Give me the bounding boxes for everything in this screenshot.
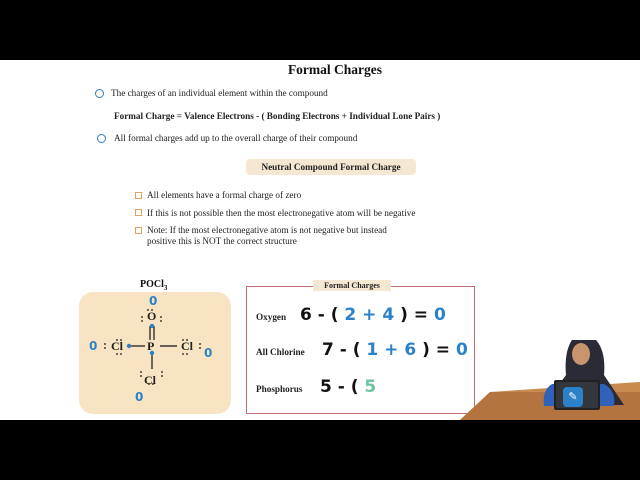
charge-chlorine-right: 0 — [204, 346, 213, 360]
sub-bullet-text: Note: If the most electronegative atom is not negative but instead — [147, 225, 387, 235]
bullet-circle-icon — [97, 134, 106, 143]
neutral-compound-header: Neutral Compound Formal Charge — [246, 159, 416, 175]
clutch-prep-logo: ✎ — [563, 387, 583, 407]
square-bullet-icon — [135, 192, 142, 199]
bullet-text: All formal charges add up to the overall charge of their compound — [114, 133, 358, 143]
slide — [0, 60, 640, 420]
charge-chlorine-left: 0 — [89, 339, 98, 353]
row-label: Oxygen — [256, 312, 287, 322]
formula-text: Formal Charge = Valence Electrons - ( Bonding Electrons + Individual Lone Pairs ) — [114, 111, 441, 121]
charge-chlorine-bottom: 0 — [135, 390, 144, 404]
atom-chlorine-left: Cl — [111, 339, 123, 353]
presenter-video — [460, 330, 640, 420]
row-label: Phosphorus — [256, 384, 303, 394]
bullet-circle-icon — [95, 89, 104, 98]
atom-chlorine-bottom: Cl — [144, 373, 156, 387]
bullet-text: The charges of an individual element within the compound — [111, 88, 328, 98]
handwritten-equation: 6 - ( 2 + 4 ) = 0 — [300, 305, 446, 325]
charge-oxygen: 0 — [149, 294, 158, 308]
square-bullet-icon — [135, 209, 142, 216]
square-bullet-icon — [135, 227, 142, 234]
sub-bullet-text: All elements have a formal charge of zero — [147, 190, 302, 200]
handwritten-equation: 7 - ( 1 + 6 ) = 0 — [322, 340, 468, 360]
slide-title: Formal Charges — [287, 62, 383, 77]
atom-phosphorus: P — [147, 339, 155, 353]
atom-chlorine-right: Cl — [181, 339, 193, 353]
formal-charges-tag: Formal Charges — [313, 280, 391, 291]
sub-bullet-text: positive this is NOT the correct structure — [147, 236, 297, 246]
atom-oxygen: O — [147, 309, 157, 323]
sub-bullet-text: If this is not possible then the most electronegative atom will be negative — [147, 208, 416, 218]
row-label: All Chlorine — [256, 347, 305, 357]
molecule-title: POCl$_3$ — [140, 279, 168, 292]
handwritten-equation: 5 - ( 5 — [320, 377, 377, 397]
